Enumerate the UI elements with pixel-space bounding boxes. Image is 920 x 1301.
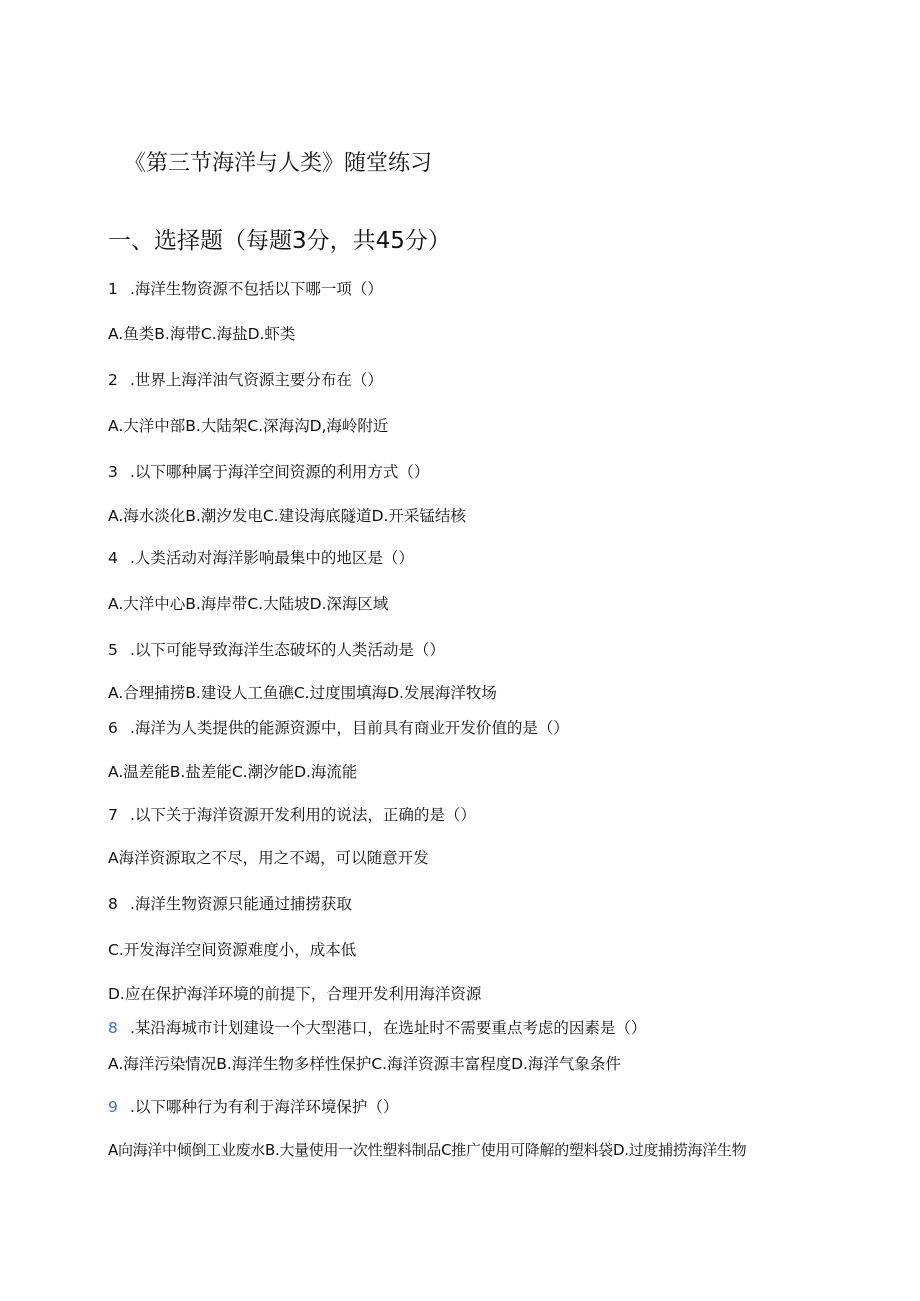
question-text: .以下可能导致海洋生态破坏的人类活动是（） <box>130 641 445 659</box>
question-1 <box>108 279 383 299</box>
question-number: 9 <box>108 1098 118 1116</box>
question-9 <box>108 1097 398 1117</box>
question-text: .某沿海城市计划建设一个大型港口，在选址时不需要重点考虑的因素是（） <box>130 1019 647 1037</box>
question-number: 2 <box>108 371 118 389</box>
options-text: A.海水淡化B.潮汐发电C.建设海底隧道D.开采锰结核 <box>108 507 466 525</box>
question-4 <box>108 548 414 568</box>
question-number: 8 <box>108 895 118 913</box>
question-8 <box>108 1018 646 1038</box>
question-number: 4 <box>108 549 118 567</box>
question-8-misnumbered <box>108 894 352 914</box>
question-number: 1 <box>108 280 118 298</box>
question-number: 5 <box>108 641 118 659</box>
question-7 <box>108 805 476 825</box>
question-text: .海洋生物资源不包括以下哪一项（） <box>130 280 383 298</box>
options-text: A海洋资源取之不尽，用之不竭，可以随意开发 <box>108 849 429 867</box>
section-heading: 一、选择题（每题3分，共45分） <box>108 228 451 254</box>
options-3 <box>108 506 466 526</box>
options-text: A.大洋中部B.大陆架C.深海沟D,海岭附近 <box>108 417 389 435</box>
question-6 <box>108 718 569 738</box>
question-5 <box>108 640 445 660</box>
options-text: D.应在保护海洋环境的前提下，合理开发利用海洋资源 <box>108 985 482 1003</box>
options-9 <box>108 1140 746 1160</box>
options-7d <box>108 984 481 1004</box>
options-7a <box>108 848 429 868</box>
options-5 <box>108 683 497 703</box>
question-2 <box>108 370 383 390</box>
options-text: A.大洋中心B.海岸带C.大陆坡D.深海区域 <box>108 595 389 613</box>
question-number: 8 <box>108 1019 118 1037</box>
options-7c <box>108 940 356 960</box>
options-1 <box>108 324 295 344</box>
question-text: .海洋生物资源只能通过捕捞获取 <box>130 895 352 913</box>
options-text: A.温差能B.盐差能C.潮汐能D.海流能 <box>108 763 358 781</box>
question-text: .人类活动对海洋影响最集中的地区是（） <box>130 549 414 567</box>
options-text: A向海洋中倾倒工业废水B.大量使用一次性塑料制品C推广使用可降解的塑料袋D.过度捕捞海洋生物 <box>108 1141 747 1159</box>
question-text: .海洋为人类提供的能源资源中，目前具有商业开发价值的是（） <box>130 719 569 737</box>
question-text: .以下哪种属于海洋空间资源的利用方式（） <box>130 463 430 481</box>
options-4 <box>108 594 388 614</box>
options-2 <box>108 416 388 436</box>
options-text: C.开发海洋空间资源难度小，成本低 <box>108 941 357 959</box>
options-text: A.海洋污染情况B.海洋生物多样性保护C.海洋资源丰富程度D.海洋气象条件 <box>108 1055 621 1073</box>
options-text: A.合理捕捞B.建设人工鱼礁C.过度围填海D.发展海洋牧场 <box>108 684 497 702</box>
question-number: 7 <box>108 806 118 824</box>
question-text: .以下关于海洋资源开发利用的说法，正确的是（） <box>130 806 476 824</box>
question-text: .以下哪种行为有利于海洋环境保护（） <box>130 1098 399 1116</box>
question-3 <box>108 462 429 482</box>
question-text: .世界上海洋油气资源主要分布在（） <box>130 371 383 389</box>
document-title: 《第三节海洋与人类》随堂练习 <box>124 151 433 176</box>
options-8 <box>108 1054 621 1074</box>
options-6 <box>108 762 357 782</box>
question-number: 3 <box>108 463 118 481</box>
options-text: A.鱼类B.海带C.海盐D.虾类 <box>108 325 296 343</box>
question-number: 6 <box>108 719 118 737</box>
